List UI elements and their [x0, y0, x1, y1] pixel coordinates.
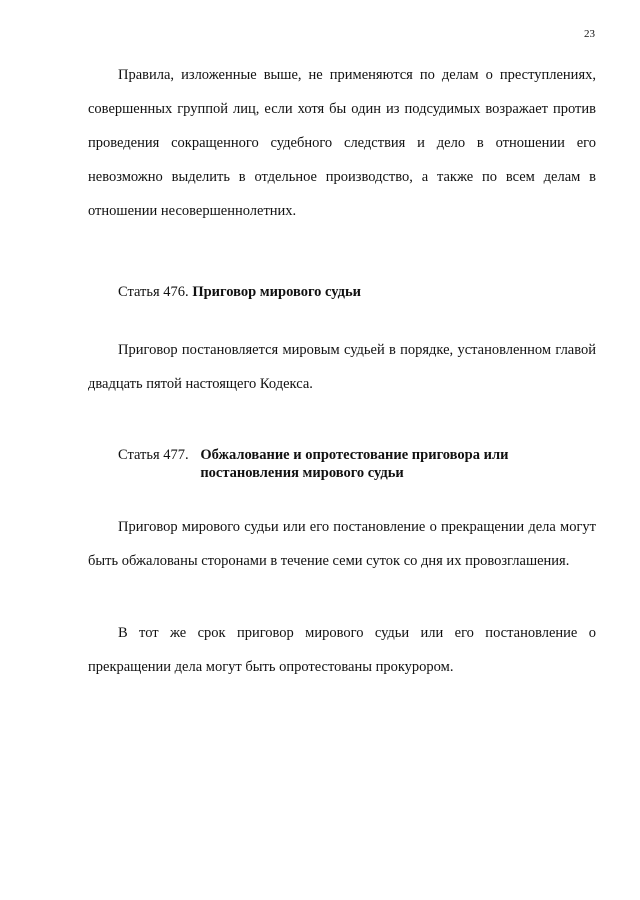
- paragraph-text: В тот же срок приговор мирового судьи или его постановление о прекращении дела могут быть опротестованы прокурором.: [88, 625, 596, 675]
- paragraph-rules-not-applied: [88, 58, 596, 228]
- paragraph-appeal: [88, 510, 596, 578]
- article-477-title: [200, 446, 508, 482]
- paragraph-verdict: [88, 333, 596, 401]
- article-477-label: Статья 477.: [118, 447, 189, 463]
- paragraph-text: Приговор постановляется мировым судьей в порядке, установленном главой двадцать пятой настоящего Кодекса.: [88, 342, 596, 392]
- paragraph-text: Правила, изложенные выше, не применяются по делам о преступлениях, совершенных группой лиц, если хотя бы один из подсудимых возражает против проведения сокращенного судебного следствия и дело в отношении его невозможно выделить в отдельное производство, а также по всем делам в отношении несовершеннолетних.: [88, 67, 596, 219]
- article-476-label: Статья 476.: [118, 284, 189, 300]
- article-476-heading: [118, 283, 361, 301]
- article-477-heading: [118, 446, 508, 482]
- article-476-title: Приговор мирового судьи: [192, 284, 361, 300]
- article-477-title-line-2: постановления мирового судьи: [200, 465, 404, 481]
- article-477-title-line-1: Обжалование и опротестование приговора или: [200, 447, 509, 463]
- paragraph-protest: [88, 616, 596, 684]
- page-number: 23: [584, 28, 595, 40]
- paragraph-text: Приговор мирового судьи или его постановление о прекращении дела могут быть обжалованы сторонами в течение семи суток со дня их провозглашения.: [88, 519, 596, 569]
